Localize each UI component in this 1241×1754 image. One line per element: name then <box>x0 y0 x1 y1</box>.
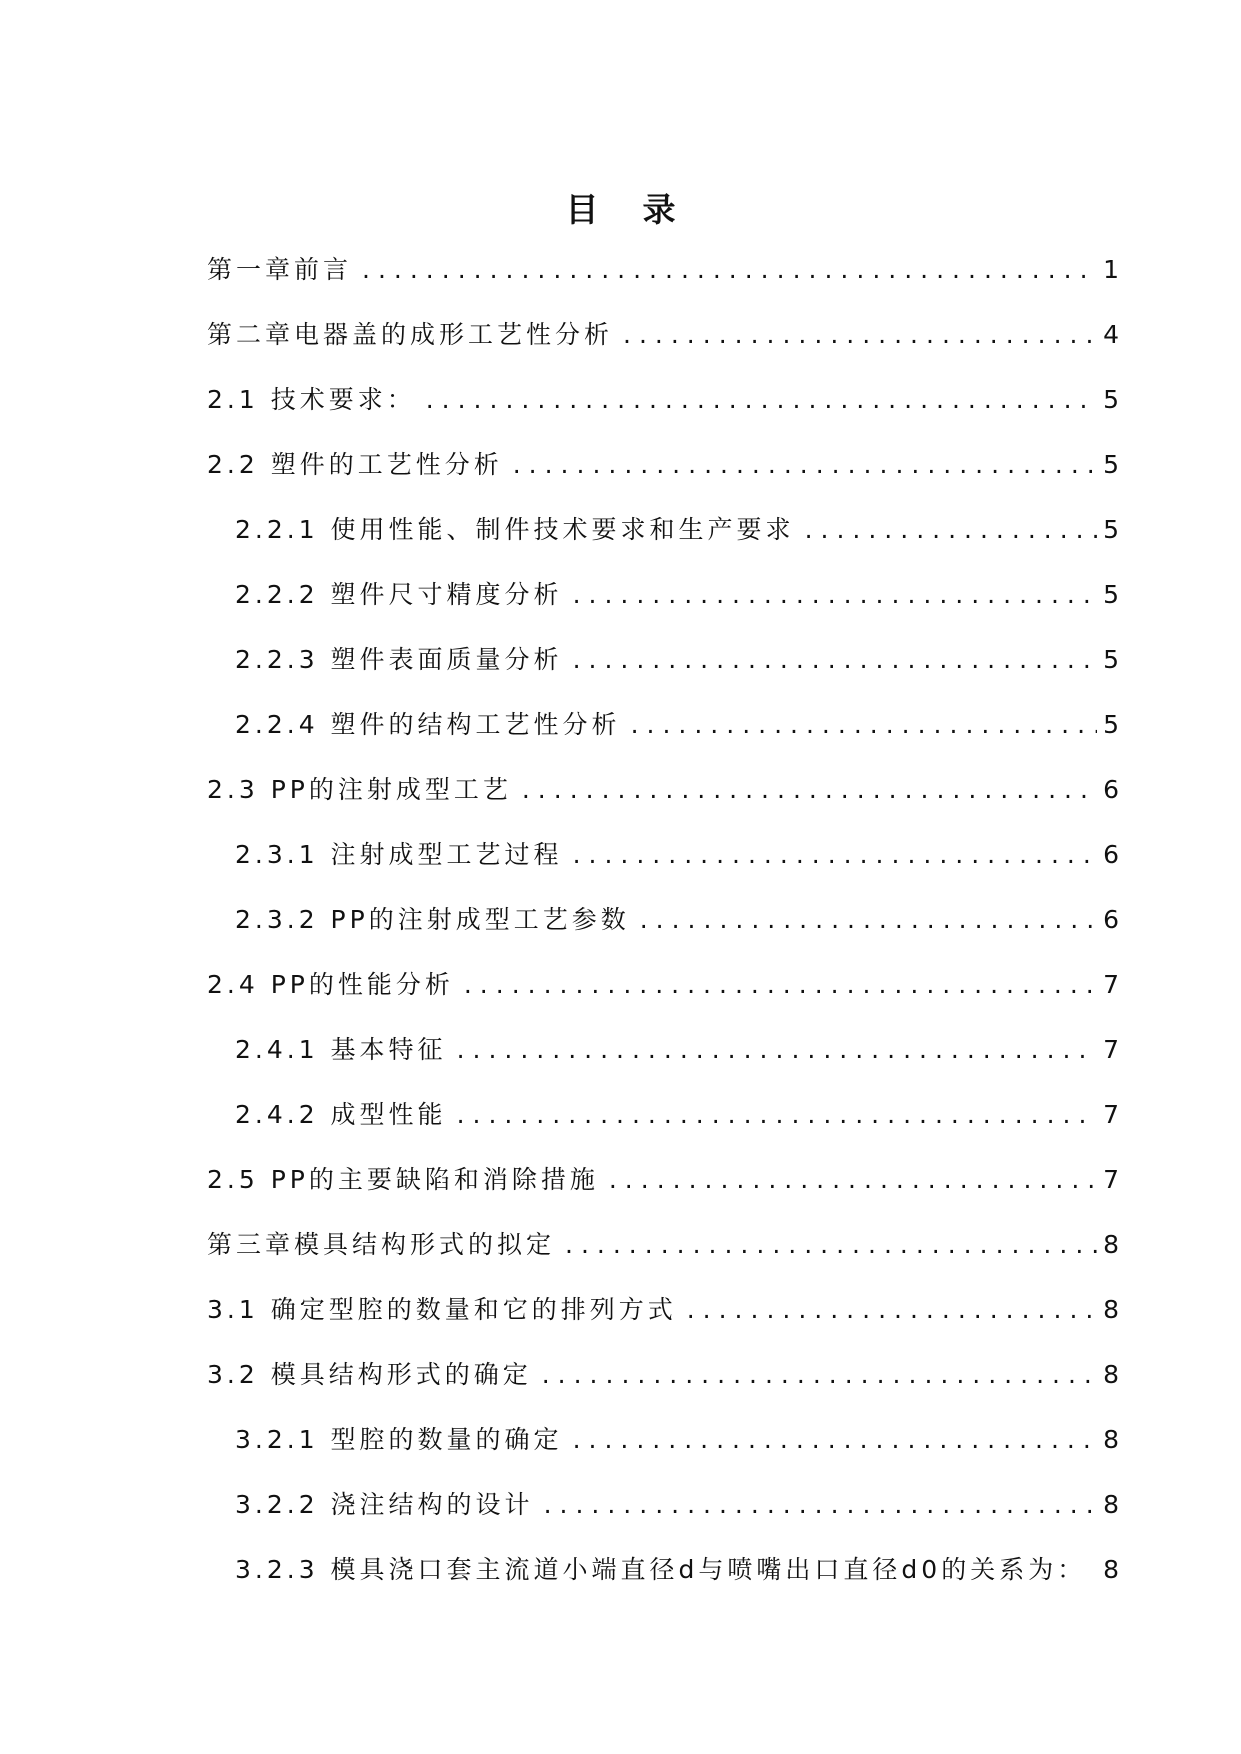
toc-entry[interactable] <box>207 837 1119 902</box>
toc-entry[interactable] <box>207 447 1119 512</box>
toc-leader-dots <box>457 1097 1098 1133</box>
toc-entry-text: 2.4.1 基本特征 <box>235 1035 447 1064</box>
toc-entry-text: 3.1 确定型腔的数量和它的排列方式 <box>207 1295 677 1324</box>
toc-entry[interactable] <box>207 902 1119 967</box>
toc-page-number: 6 <box>1103 905 1119 934</box>
toc-leader-dots <box>573 1422 1098 1458</box>
toc-page-number: 5 <box>1103 645 1119 674</box>
toc-page-number: 7 <box>1103 1165 1119 1194</box>
toc-leader-dots <box>565 1227 1097 1263</box>
toc-entry-text: 2.4.2 成型性能 <box>235 1100 447 1129</box>
toc-page-number: 8 <box>1103 1425 1119 1454</box>
toc-entry[interactable] <box>207 967 1119 1032</box>
toc-leader-dots <box>687 1292 1097 1328</box>
toc-entry[interactable] <box>207 1422 1119 1487</box>
toc-leader-dots <box>542 1357 1097 1393</box>
toc-leader-dots <box>573 577 1098 613</box>
toc-leader-dots <box>457 1032 1098 1068</box>
toc-leader-dots <box>609 1162 1097 1198</box>
toc-entry[interactable] <box>207 1097 1119 1162</box>
toc-leader-dots <box>362 252 1097 288</box>
toc-leader-dots <box>464 967 1097 1003</box>
toc-page-number: 5 <box>1103 580 1119 609</box>
toc-entry[interactable] <box>207 382 1119 447</box>
toc-leader-dots <box>805 512 1098 548</box>
toc-entry[interactable] <box>207 707 1119 772</box>
toc-entry-text: 2.5 PP的主要缺陷和消除措施 <box>207 1165 599 1194</box>
toc-entry-text: 3.2.3 模具浇口套主流道小端直径d与喷嘴出口直径d0的关系为： <box>235 1555 1087 1584</box>
toc-entry-text: 2.2 塑件的工艺性分析 <box>207 450 503 479</box>
toc-entry[interactable] <box>207 1552 1119 1617</box>
toc-page-number: 1 <box>1103 255 1119 284</box>
toc-page-number: 5 <box>1103 515 1119 544</box>
toc-leader-dots <box>573 837 1098 873</box>
table-of-contents <box>207 252 1119 1617</box>
toc-entry-text: 第二章电器盖的成形工艺性分析 <box>207 320 614 349</box>
toc-entry[interactable] <box>207 772 1119 837</box>
toc-leader-dots <box>426 382 1097 418</box>
toc-page-number: 8 <box>1103 1555 1119 1584</box>
toc-entry-text: 2.4 PP的性能分析 <box>207 970 454 999</box>
toc-entry-text: 3.2 模具结构形式的确定 <box>207 1360 532 1389</box>
toc-page-number: 4 <box>1103 320 1119 349</box>
toc-leader-dots <box>522 772 1097 808</box>
toc-page-number: 8 <box>1103 1490 1119 1519</box>
toc-entry-text: 2.3.1 注射成型工艺过程 <box>235 840 563 869</box>
toc-entry-text: 2.2.2 塑件尺寸精度分析 <box>235 580 563 609</box>
toc-page-number: 7 <box>1103 1035 1119 1064</box>
toc-leader-dots <box>544 1487 1098 1523</box>
toc-entry[interactable] <box>207 1357 1119 1422</box>
toc-page-number: 7 <box>1103 1100 1119 1129</box>
toc-page-number: 5 <box>1103 450 1119 479</box>
toc-leader-dots <box>513 447 1097 483</box>
toc-entry[interactable] <box>207 1292 1119 1357</box>
toc-page-number: 8 <box>1103 1360 1119 1389</box>
toc-page-number: 5 <box>1103 385 1119 414</box>
toc-page-number: 6 <box>1103 775 1119 804</box>
toc-entry-text: 2.2.1 使用性能、制件技术要求和生产要求 <box>235 515 795 544</box>
toc-entry-text: 3.2.1 型腔的数量的确定 <box>235 1425 563 1454</box>
toc-leader-dots <box>573 642 1098 678</box>
toc-entry-text: 2.1 技术要求： <box>207 385 416 414</box>
toc-entry-text: 2.2.3 塑件表面质量分析 <box>235 645 563 674</box>
toc-entry-text: 第一章前言 <box>207 255 353 284</box>
toc-leader-dots <box>623 317 1097 353</box>
toc-entry[interactable] <box>207 1162 1119 1227</box>
toc-leader-dots <box>640 902 1097 938</box>
toc-entry[interactable] <box>207 252 1119 317</box>
toc-leader-dots <box>631 707 1098 743</box>
toc-entry-text: 2.3.2 PP的注射成型工艺参数 <box>235 905 630 934</box>
toc-entry-text: 2.2.4 塑件的结构工艺性分析 <box>235 710 621 739</box>
toc-entry[interactable] <box>207 317 1119 382</box>
toc-entry[interactable] <box>207 577 1119 642</box>
toc-entry[interactable] <box>207 512 1119 577</box>
toc-entry-text: 3.2.2 浇注结构的设计 <box>235 1490 534 1519</box>
toc-page-number: 8 <box>1103 1295 1119 1324</box>
toc-entry[interactable] <box>207 1032 1119 1097</box>
toc-entry[interactable] <box>207 1487 1119 1552</box>
toc-page-number: 8 <box>1103 1230 1119 1259</box>
toc-entry[interactable] <box>207 1227 1119 1292</box>
toc-page-number: 6 <box>1103 840 1119 869</box>
toc-entry-text: 2.3 PP的注射成型工艺 <box>207 775 512 804</box>
toc-title: 目录 <box>565 190 720 229</box>
toc-entry-text: 第三章模具结构形式的拟定 <box>207 1230 556 1259</box>
toc-page-number: 7 <box>1103 970 1119 999</box>
toc-page-number: 5 <box>1103 710 1119 739</box>
toc-entry[interactable] <box>207 642 1119 707</box>
